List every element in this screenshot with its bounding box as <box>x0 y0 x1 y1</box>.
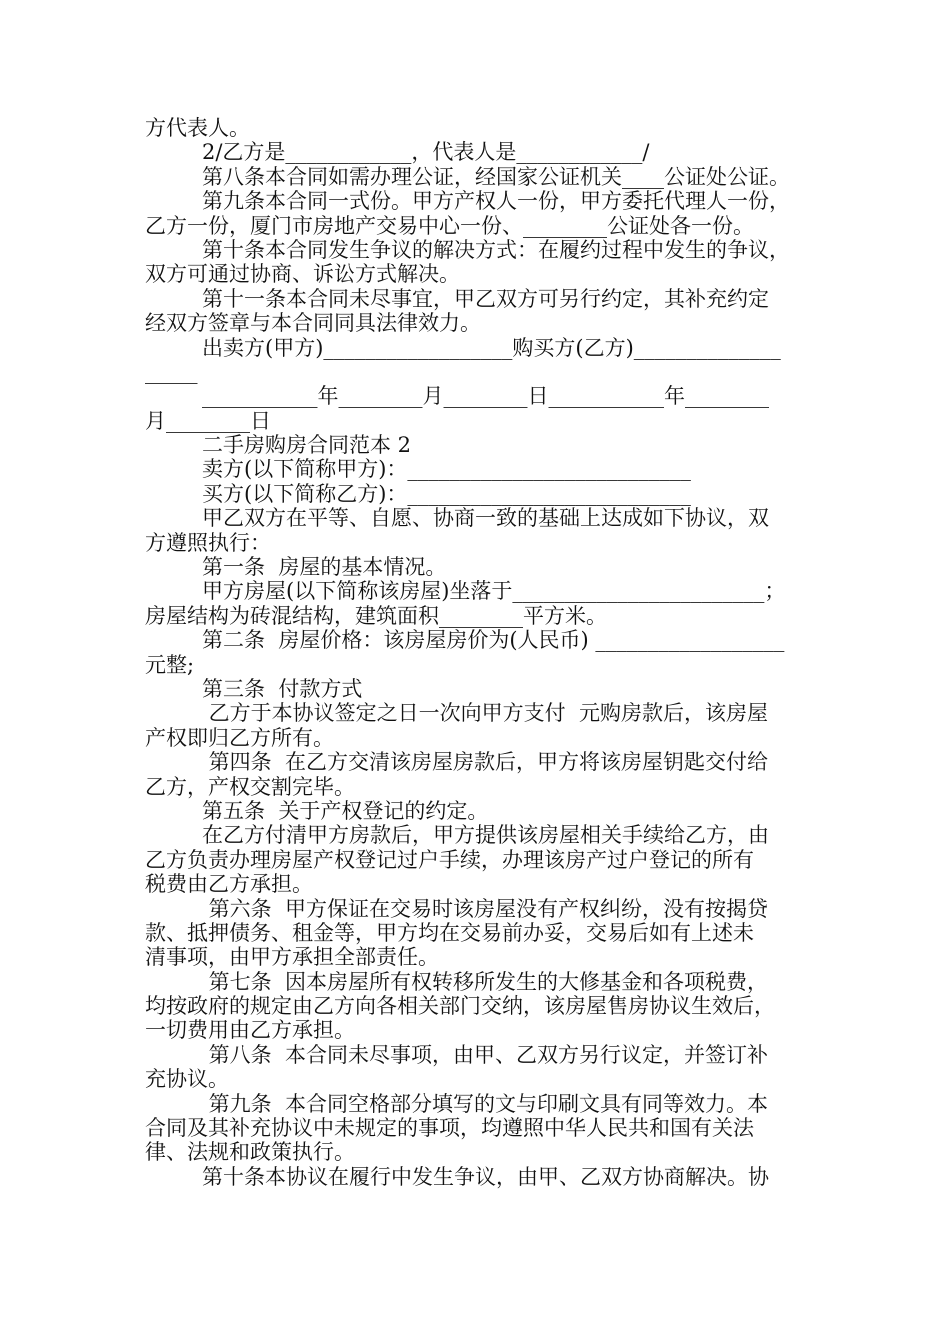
document-body <box>145 116 810 1189</box>
text-line: 乙方一份，厦门市房地产交易中心一份、________公证处各一份。 <box>145 213 754 238</box>
text-line: 房屋结构为砖混结构，建筑面积________平方米。 <box>145 603 607 628</box>
text-line: 第一条 房屋的基本情况。 <box>202 555 447 580</box>
text-line: 第九条本合同一式份。甲方产权人一份，甲方委托代理人一份， <box>202 189 790 214</box>
text-line: 月________日 <box>145 408 271 433</box>
text-line: 第十条本合同发生争议的解决方式：在履约过程中发生的争议， <box>202 237 790 262</box>
text-line: 款、抵押债务、租金等，甲方均在交易前办妥，交易后如有上述未 <box>145 920 754 945</box>
text-line: ___________年________月________日___________年________ <box>202 384 769 409</box>
text-line: _____ <box>145 359 198 384</box>
text-line: 元整; <box>145 652 195 677</box>
text-line: 乙方于本协议签定之日一次向甲方支付 元购房款后，该房屋 <box>202 701 769 726</box>
text-line: 二手房购房合同范本 2 <box>202 433 412 458</box>
text-line: 第八条本合同如需办理公证，经国家公证机关____公证处公证。 <box>202 164 790 189</box>
text-line: 税费由乙方承担。 <box>145 872 313 897</box>
text-line: 甲乙双方在平等、自愿、协商一致的基础上达成如下协议，双 <box>202 506 769 531</box>
text-line: 第十条本协议在履行中发生争议，由甲、乙双方协商解决。协 <box>202 1164 769 1189</box>
text-line: 买方(以下简称乙方)：___________________________ <box>202 481 691 506</box>
text-line: 第十一条本合同未尽事宜，甲乙双方可另行约定，其补充约定 <box>202 286 769 311</box>
text-line: 第三条 付款方式 <box>202 676 363 701</box>
text-line: 出卖方(甲方)__________________购买方(乙方)______________ <box>202 335 781 360</box>
text-line: 第七条 因本房屋所有权转移所发生的大修基金和各项税费， <box>202 969 769 994</box>
text-line: 卖方(以下简称甲方)：___________________________ <box>202 457 691 482</box>
text-line: 乙方，产权交割完毕。 <box>145 774 355 799</box>
text-line: 第五条 关于产权登记的约定。 <box>202 798 489 823</box>
text-line: 第九条 本合同空格部分填写的文与印刷文具有同等效力。本 <box>202 1091 769 1116</box>
text-line: 2/乙方是____________，代表人是____________/ <box>202 140 650 165</box>
text-line: 乙方负责办理房屋产权登记过户手续，办理该房产过户登记的所有 <box>145 847 754 872</box>
text-line: 方遵照执行： <box>145 530 271 555</box>
text-line: 经双方签章与本合同同具法律效力。 <box>145 311 481 336</box>
text-line: 在乙方付清甲方房款后，甲方提供该房屋相关手续给乙方，由 <box>202 823 769 848</box>
text-line: 第八条 本合同未尽事项，由甲、乙双方另行议定，并签订补 <box>202 1042 769 1067</box>
text-line: 律、法规和政策执行。 <box>145 1140 355 1165</box>
text-line: 甲方房屋(以下简称该房屋)坐落于________________________； <box>202 579 786 604</box>
text-line: 第四条 在乙方交清该房屋房款后，甲方将该房屋钥匙交付给 <box>202 750 769 775</box>
text-line: 第六条 甲方保证在交易时该房屋没有产权纠纷，没有按揭贷 <box>202 896 769 921</box>
text-line: 双方可通过协商、诉讼方式解决。 <box>145 262 460 287</box>
text-line: 均按政府的规定由乙方向各相关部门交纳，该房屋售房协议生效后， <box>145 994 775 1019</box>
text-line: 一切费用由乙方承担。 <box>145 1018 355 1043</box>
text-line: 产权即归乙方所有。 <box>145 725 334 750</box>
text-line: 清事项，由甲方承担全部责任。 <box>145 945 439 970</box>
text-line: 方代表人。 <box>145 116 250 140</box>
text-line: 第二条 房屋价格：该房屋房价为(人民币) __________________ <box>202 628 785 653</box>
text-line: 合同及其补充协议中未规定的事项，均遵照中华人民共和国有关法 <box>145 1116 754 1141</box>
text-line: 充协议。 <box>145 1067 229 1092</box>
